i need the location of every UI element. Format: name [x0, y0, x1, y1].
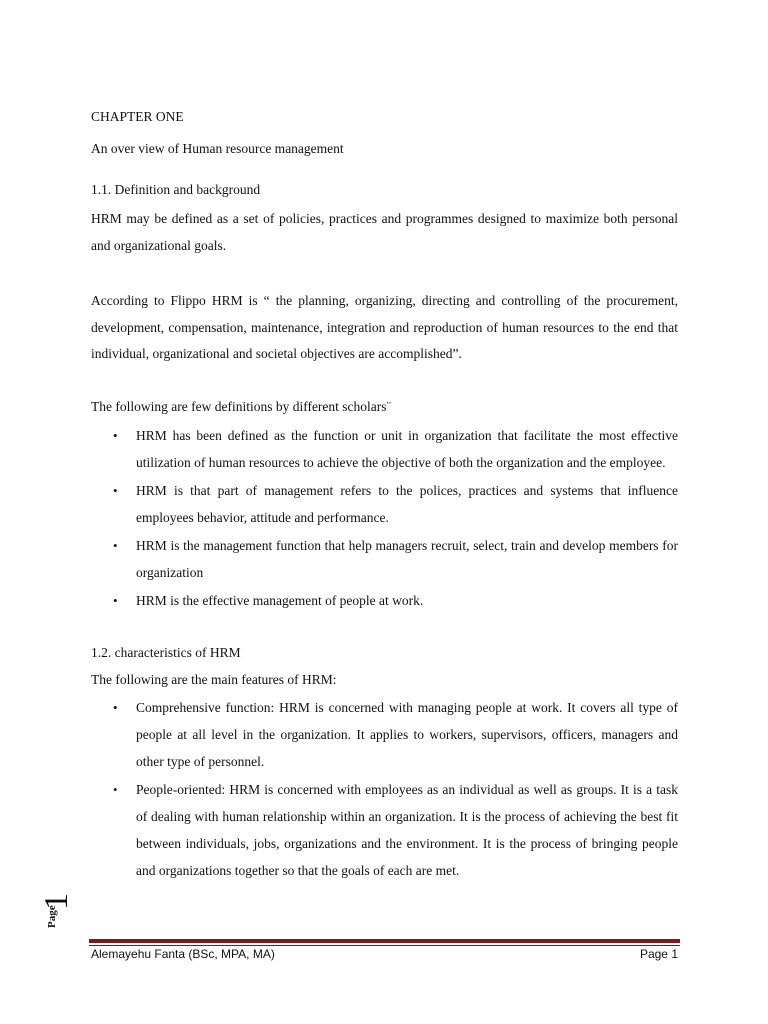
side-page-label: Page	[46, 905, 58, 928]
chapter-title: CHAPTER ONE	[91, 109, 184, 124]
definitions-intro: The following are few definitions by different scholars¨	[91, 399, 392, 414]
bullet-icon: •	[113, 538, 118, 553]
footer-rule-thick	[89, 939, 680, 943]
features-intro: The following are the main features of HRM:	[91, 672, 337, 687]
definition-text: HRM is the effective management of people at work.	[136, 593, 424, 608]
paragraph-flippo: According to Flippo HRM is “ the planning, organizing, directing and controlling of the procurement, development, compensation, maintenance, integration and reproduction of human resources to the end that individual, organizational and societal objectives are accomplished”.	[91, 293, 678, 361]
features-list	[91, 694, 678, 885]
bullet-icon: •	[113, 483, 118, 498]
list-item	[91, 477, 678, 531]
footer-rule-thin	[89, 945, 680, 946]
list-item	[91, 422, 678, 476]
list-item	[91, 532, 678, 586]
definitions-list	[91, 422, 678, 615]
feature-text: Comprehensive function: HRM is concerned with managing people at work. It covers all type of people at all level in the organization. It applies to workers, supervisors, officers, managers and other type of personnel.	[136, 700, 678, 769]
footer-author: Alemayehu Fanta (BSc, MPA, MA)	[91, 947, 275, 961]
definition-text: HRM is that part of management refers to the polices, practices and systems that influence employees behavior, attitude and performance.	[136, 483, 678, 525]
bullet-icon: •	[113, 428, 118, 443]
side-page-marker	[38, 880, 75, 930]
section-heading-1-1: 1.1. Definition and background	[91, 182, 261, 197]
bullet-icon: •	[113, 782, 118, 797]
bullet-icon: •	[113, 593, 118, 608]
chapter-subtitle: An over view of Human resource management	[91, 141, 344, 156]
feature-text: People-oriented: HRM is concerned with employees as an individual as well as groups. It is a task of dealing with human relationship within an organization. It is the process of achieving the best fit between individuals, jobs, organizations and the environment. It is the process of bringing people and organizations together so that the goals of each are met.	[136, 782, 678, 878]
side-page-number: 1	[38, 893, 75, 910]
list-item	[91, 587, 678, 614]
definition-text: HRM is the management function that help managers recruit, select, train and develop members for organization	[136, 538, 678, 580]
list-item	[91, 694, 678, 775]
list-item	[91, 776, 678, 884]
definition-text: HRM has been defined as the function or unit in organization that facilitate the most effective utilization of human resources to achieve the objective of both the organization and the employee.	[136, 428, 678, 470]
section-heading-1-2: 1.2. characteristics of HRM	[91, 645, 241, 660]
bullet-icon: •	[113, 700, 118, 715]
paragraph-definition: HRM may be defined as a set of policies, practices and programmes designed to maximize both personal and organizational goals.	[91, 211, 678, 253]
footer-page-number: Page 1	[639, 947, 678, 961]
